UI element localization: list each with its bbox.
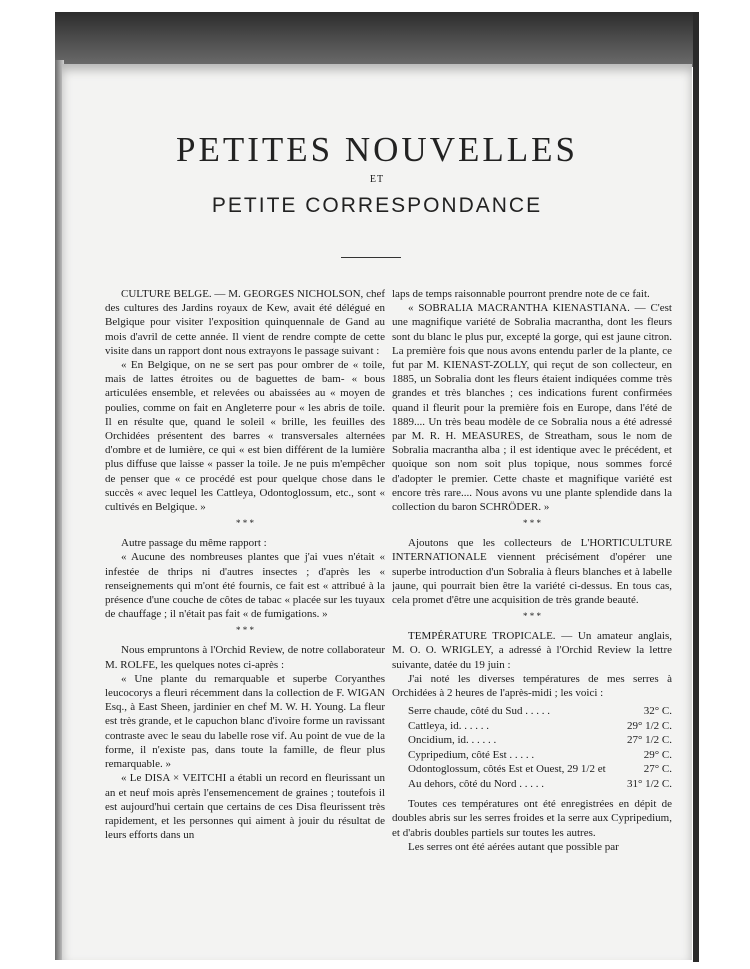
section-separator: * * * [236,625,254,636]
temperature-value: 29° C. [643,748,672,761]
temperature-list [392,704,672,791]
temperature-row [392,762,672,777]
section-separator: * * * [236,518,254,529]
temperature-row [392,733,672,748]
temperature-value: 29° 1/2 C. [626,719,672,732]
right-column [392,287,672,957]
temperature-value: 31° 1/2 C. [626,777,672,790]
paragraph: « SOBRALIA MACRANTHA KIENASTIANA. — C'est une magnifique variété de Sobralia macrantha, dont les fleurs sont du blanc le plus pur, excepté la gorge, qui est jaune citron. La première fois que nous avons entendu parler de la plante, ce fut par M. KIENAST-ZOLLY, qui reçut de son collecteur, en 1885, un Sobralia dont les fleurs étaient indiquées comme très grandes et très blanches ; ces indications furent confirmées quand il fleurit pour la première fois en Europe, dans l'été de 1889.... Un très beau modèle de ce Sobralia nous a été adressé par M. R. H. MEASURES, de Streatham, sous le nom de Sobralia macrantha alba ; il est identique avec le précédent, et quoique son nom soit plus topique, nous sommes forcé d'adopter le premier. Cette chaste et magnifique variété est encore très rare.... Nous avons vu une plante splendide dans la collection du baron SCHRÖDER. » [392,302,672,514]
page-title: PETITES NOUVELLES [176,130,578,169]
title-divider [341,257,401,258]
paragraph: « Le DISA × VEITCHI a établi un record en fleurissant un an et neuf mois après l'ensemencement de graines ; toutefois il est aujourd'hui certain que certains de ces Disa fleurissent très rapidement, et les personnes qui aiment à jouir du résultat de leurs efforts dans un [105,772,385,842]
document-page [62,64,692,960]
paragraph: CULTURE BELGE. — M. GEORGES NICHOLSON, chef des cultures des Jardins royaux de Kew, avait été délégué en Belgique pour visiter l'exposition quinquennale de Gand au mois d'avril de cette année. Il vient de rendre compte de cette visite dans un rapport dont nous extrayons le passage suivant : [105,288,385,357]
temperature-label: Odontoglossum, côtés Est et Ouest, 29 1/2 et [408,763,606,776]
temperature-row [392,748,672,763]
paragraph: Les serres ont été aérées autant que possible par [408,840,619,853]
paragraph: Ajoutons que les collecteurs de L'HORTICULTURE INTERNATIONALE viennent précisément d'opérer une superbe introduction d'un Sobralia à fleurs blanches et à labelle jaune, qui pourrait bien être la variété ci-dessus. En tous cas, cela promet d'être une acquisition de très grande beauté. [392,537,672,607]
page-subtitle: PETITE CORRESPONDANCE [211,194,543,217]
section-separator: * * * [523,611,541,622]
temperature-row [392,704,672,719]
scan-border-top [55,12,697,67]
scan-border-right [693,12,699,962]
temperature-value: 32° C. [643,705,672,718]
title-conjunction: ET [369,174,385,185]
temperature-value: 27° 1/2 C. [626,734,672,747]
temperature-label: Cypripedium, côté Est . . . . . [408,748,535,761]
temperature-label: Au dehors, côté du Nord . . . . . [408,777,544,790]
temperature-row [392,777,672,792]
paragraph: Autre passage du même rapport : [121,537,267,550]
paragraph: « En Belgique, on ne se sert pas pour ombrer de « toile, mais de lattes étroites ou de baguettes de bam- « bous articulées ensemble, et relevées ou abaissées au « moyen de poulies, comme on fait en Angleterre pour « les abris de toile. Il en résulte que, quand le soleil « brille, les feuilles des Orchidées présentent des barres « transversales alternées d'ombre et de lumière, ce qui « est bien différent de la lumière plus diffuse que laisse « passer la toile. Je ne puis m'empêcher de penser que « ce procédé est pour quelque chose dans le succès « avec lequel les Cattleya, Odontoglossum, etc., sont « cultivés en Belgique. » [105,359,385,514]
temperature-value: 27° C. [643,763,672,776]
paragraph: J'ai noté les diverses températures de mes serres à Orchidées à 2 heures de l'après-midi ; les voici : [392,672,672,700]
paragraph: Nous empruntons à l'Orchid Review, de notre collaborateur M. ROLFE, les quelques notes ci-après : [105,644,385,671]
paragraph: « Une plante du remarquable et superbe Coryanthes leucocorys a fleuri récemment dans la collection de F. WIGAN Esq., à East Sheen, jardinier en chef M. W. H. Young. La fleur est très grande, et le capuchon blanc d'ivoire forme un ravissant contraste avec le seau du labelle rose vif. Au point de vue de la forme, il n'existe pas, dans toute la famille, de fleur plus remarquable. » [105,672,385,771]
paragraph: « Aucune des nombreuses plantes que j'ai vues n'était « infestée de thrips ni d'autres insectes ; d'après les « renseignements qui m'ont été fournis, ce fait est « attribué à la présence d'une couche de côtes de tabac « placée sur les tuyaux de chauffage ; il n'était pas fait « de fumigations. » [105,551,385,621]
section-separator: * * * [523,518,541,529]
left-column [105,287,385,957]
paragraph: TEMPÉRATURE TROPICALE. — Un amateur anglais, M. O. O. WRIGLEY, a adressé à l'Orchid Review la lettre suivante, datée du 19 juin : [392,630,672,671]
temperature-label: Serre chaude, côté du Sud . . . . . [408,705,551,718]
temperature-label: Oncidium, id. . . . . . [408,734,497,747]
temperature-label: Cattleya, id. . . . . . [408,719,489,732]
temperature-row [392,719,672,734]
paragraph: laps de temps raisonnable pourront prendre note de ce fait. [392,288,650,300]
paragraph: Toutes ces températures ont été enregistrées en dépit de doubles abris sur les serres froides et la serre aux Cypripedium, et d'abris doubles partiels sur toutes les autres. [392,798,672,839]
